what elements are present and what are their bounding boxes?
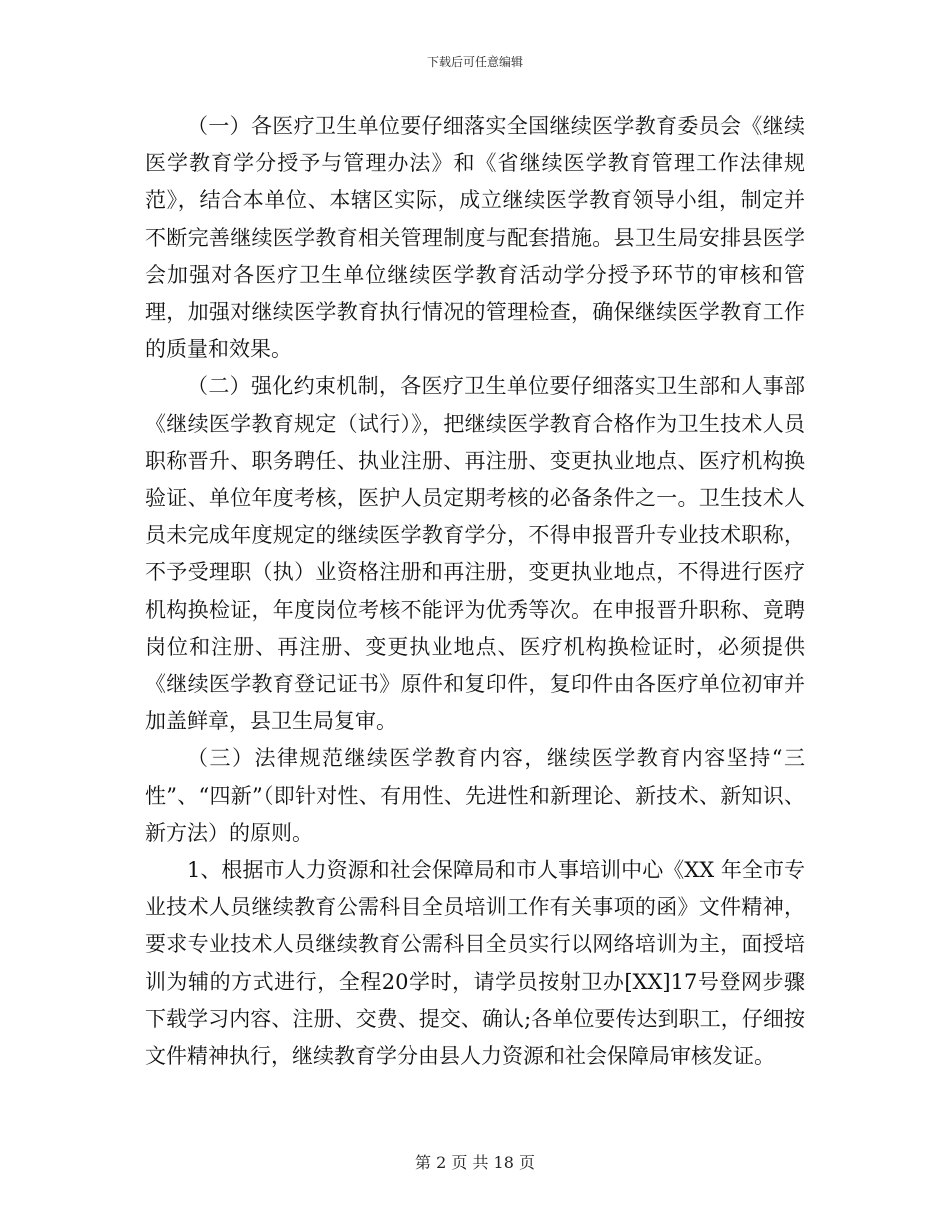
page-number: 第 2 页 共 18 页: [415, 1153, 535, 1172]
paragraph-3: （三）法律规范继续医学教育内容，继续医学教育内容坚持“三性”、“四新”（即针对性、有用性、先进性和新理论、新技术、新知识、新方法）的原则。: [145, 746, 805, 845]
paragraph-4: 1、根据市人力资源和社会保障局和市人事培训中心《XX 年全市专业技术人员继续教育公需科目全员培训工作有关事项的函》文件精神，要求专业技术人员继续教育公需科目全员实行以网络培训为主，面授培训为辅的方式进行，全程20学时，请学员按射卫办[XX]17号登网步骤下载学习内容、注册、交费、提交、确认;各单位要传达到职工，仔细按文件精神执行，继续教育学分由县人力资源和社会保障局审核发证。: [145, 858, 805, 1069]
paragraph-1: （一）各医疗卫生单位要仔细落实全国继续医学教育委员会《继续医学教育学分授予与管理办法》和《省继续医学教育管理工作法律规范》，结合本单位、本辖区实际，成立继续医学教育领导小组，制定并不断完善继续医学教育相关管理制度与配套措施。县卫生局安排县医学会加强对各医疗卫生单位继续医学教育活动学分授予环节的审核和管理，加强对继续医学教育执行情况的管理检查，确保继续医学教育工作的质量和效果。: [145, 114, 805, 362]
page-header: 下载后可任意编辑: [426, 55, 523, 69]
paragraph-2: （二）强化约束机制，各医疗卫生单位要仔细落实卫生部和人事部《继续医学教育规定（试行）》，把继续医学教育合格作为卫生技术人员职称晋升、职务聘任、执业注册、再注册、变更执业地点、医疗机构换验证、单位年度考核，医护人员定期考核的必备条件之一。卫生技术人员未完成年度规定的继续医学教育学分，不得申报晋升专业技术职称，不予受理职（执）业资格注册和再注册，变更执业地点，不得进行医疗机构换检证，年度岗位考核不能评为优秀等次。在申报晋升职称、竟聘岗位和注册、再注册、变更执业地点、医疗机构换检证时，必须提供《继续医学教育登记证书》原件和复印件，复印件由各医疗单位初审并加盖鲜章，县卫生局复审。: [145, 374, 805, 734]
document-body: [145, 108, 805, 1075]
